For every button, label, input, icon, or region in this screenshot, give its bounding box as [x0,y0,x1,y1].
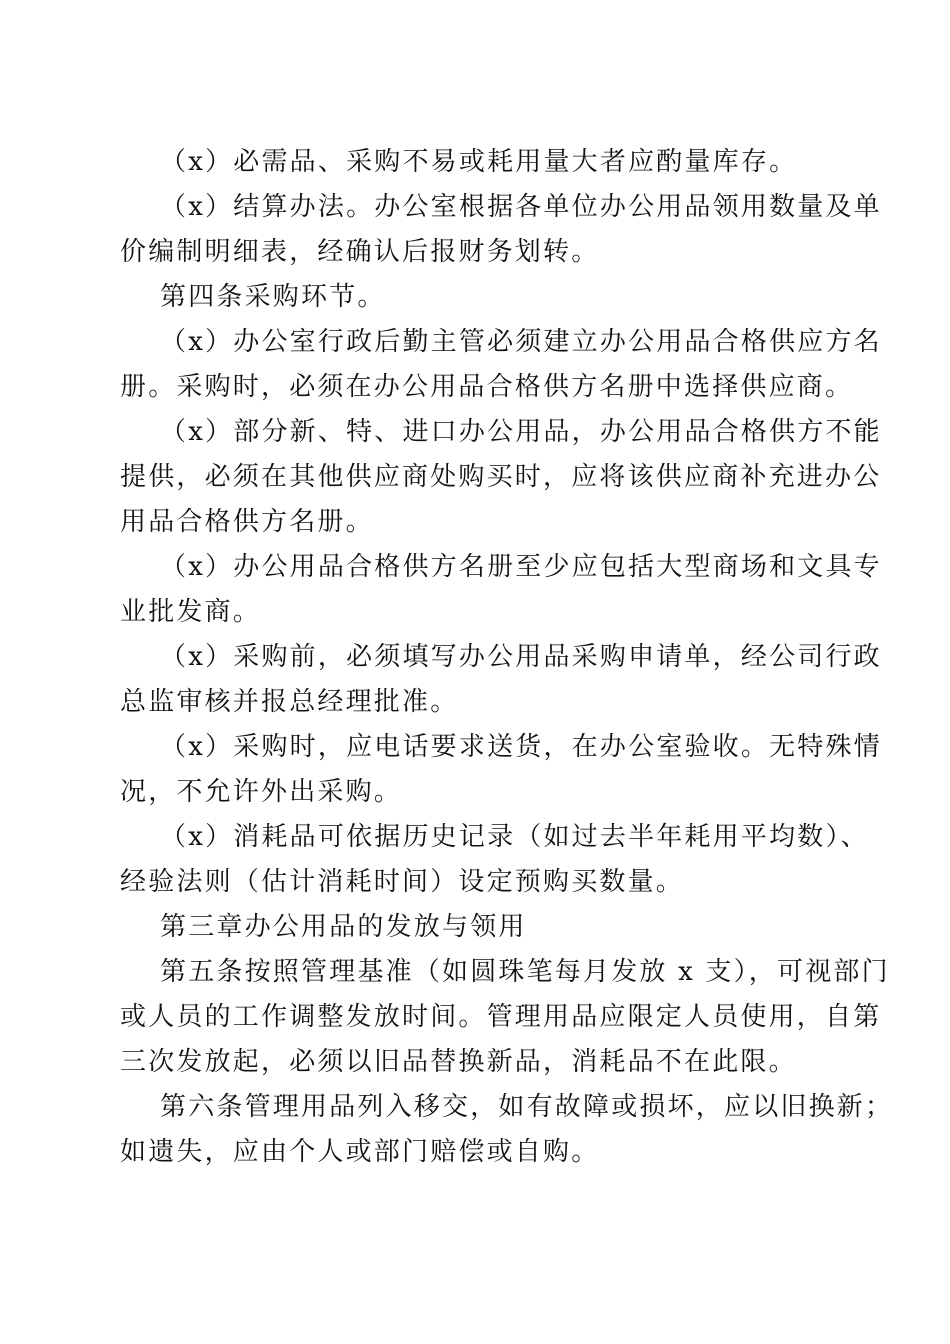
text-line-1: （x）必需品、采购不易或耗用量大者应酌量库存。 [160,147,798,177]
text-line-12: （x）采购前，必须填写办公用品采购申请单，经公司行政 [160,642,882,672]
text-line-13: 总监审核并报总经理批准。 [120,687,459,717]
text-line-14: （x）采购时，应电话要求送货，在办公室验收。无特殊情 [160,732,882,762]
text-line-20: 或人员的工作调整发放时间。管理用品应限定人员使用，自第 [120,1002,882,1032]
text-line-2: （x）结算办法。办公室根据各单位办公用品领用数量及单 [160,192,882,222]
text-line-15: 况，不允许外出采购。 [120,777,403,807]
text-line-3: 价编制明细表，经确认后报财务划转。 [120,237,600,267]
text-line-23: 如遗失，应由个人或部门赔偿或自购。 [120,1137,600,1167]
text-line-7: （x）部分新、特、进口办公用品，办公用品合格供方不能 [160,417,882,447]
text-line-11: 业批发商。 [120,597,262,627]
text-line-22: 第六条管理用品列入移交，如有故障或损坏，应以旧换新； [160,1092,894,1122]
text-line-16: （x）消耗品可依据历史记录（如过去半年耗用平均数）、 [160,822,869,852]
text-line-8: 提供，必须在其他供应商处购买时，应将该供应商补充进办公 [120,462,882,492]
text-line-6: 册。采购时，必须在办公用品合格供方名册中选择供应商。 [120,372,854,402]
text-line-4: 第四条采购环节。 [160,282,386,312]
text-line-21: 三次发放起，必须以旧品替换新品，消耗品不在此限。 [120,1047,797,1077]
text-line-17: 经验法则（估计消耗时间）设定预购买数量。 [120,867,685,897]
text-line-5: （x）办公室行政后勤主管必须建立办公用品合格供应方名 [160,327,882,357]
chapter-heading: 第三章办公用品的发放与领用 [160,912,527,942]
text-line-9: 用品合格供方名册。 [120,507,374,537]
text-line-19: 第五条按照管理基准（如圆珠笔每月发放 x 支），可视部门 [160,957,890,987]
text-line-10: （x）办公用品合格供方名册至少应包括大型商场和文具专 [160,552,882,582]
